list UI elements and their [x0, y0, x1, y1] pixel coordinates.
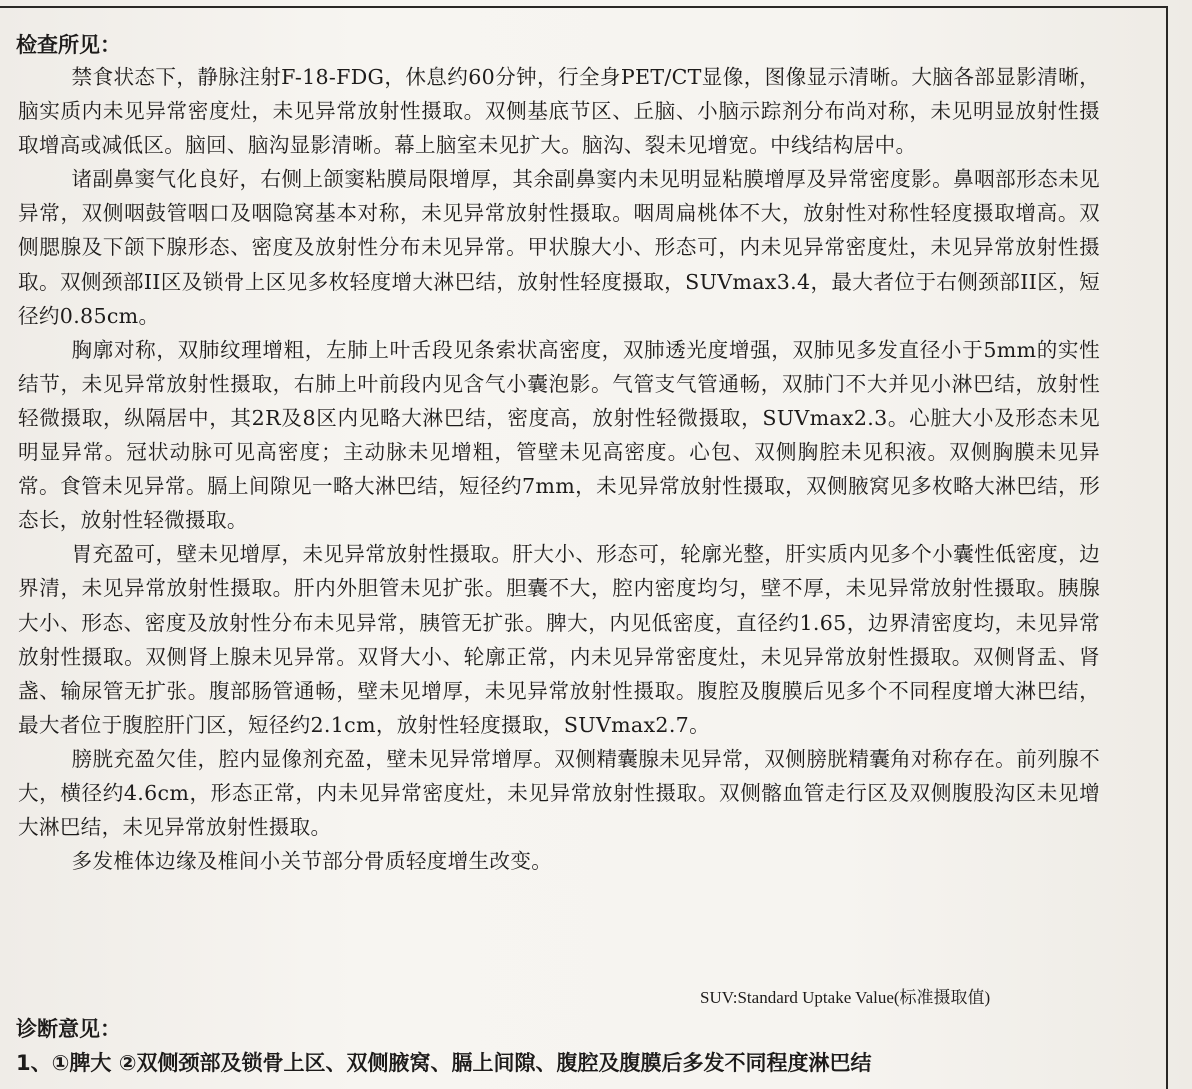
findings-paragraph-chest: 胸廓对称，双肺纹理增粗，左肺上叶舌段见条索状高密度，双肺透光度增强，双肺见多发直径小于5mm的实性结节，未见异常放射性摄取，右肺上叶前段内见含气小囊泡影。气管支气管通畅，双肺门不大并见小淋巴结，放射性轻微摄取，纵隔居中，其2R及8区内见略大淋巴结，密度高，放射性轻微摄取，SUVmax2.3。心脏大小及形态未见明显异常。冠状动脉可见高密度；主动脉未见增粗，管壁未见高密度。心包、双侧胸腔未见积液。双侧胸膜未见异常。食管未见异常。膈上间隙见一略大淋巴结，短径约7mm，未见异常放射性摄取，双侧腋窝见多枚略大淋巴结，形态长，放射性轻微摄取。 [18, 337, 1100, 533]
findings-paragraph-brain: 禁食状态下，静脉注射F-18-FDG，休息约60分钟，行全身PET/CT显像，图像显示清晰。大脑各部显影清晰，脑实质内未见异常密度灶，未见异常放射性摄取。双侧基底节区、丘脑、小脑示踪剂分布尚对称，未见明显放射性摄取增高或减低区。脑回、脑沟显影清晰。幕上脑室未见扩大。脑沟、裂未见增宽。中线结构居中。 [18, 65, 1100, 158]
diagnosis-item-1: 1、①脾大 ②双侧颈部及锁骨上区、双侧腋窝、膈上间隙、腹腔及腹膜后多发不同程度淋巴结 [16, 1051, 872, 1075]
findings-paragraph-head-neck: 诸副鼻窦气化良好，右侧上颌窦粘膜局限增厚，其余副鼻窦内未见明显粘膜增厚及异常密度影。鼻咽部形态未见异常，双侧咽鼓管咽口及咽隐窝基本对称，未见异常放射性摄取。咽周扁桃体不大，放射性对称性轻度摄取增高。双侧腮腺及下颌下腺形态、密度及放射性分布未见异常。甲状腺大小、形态可，内未见异常密度灶，未见异常放射性摄取。双侧颈部II区及锁骨上区见多枚轻度增大淋巴结，放射性轻度摄取，SUVmax3.4，最大者位于右侧颈部II区，短径约0.85cm。 [18, 167, 1100, 328]
findings-body [18, 60, 1100, 878]
findings-paragraph-abdomen: 胃充盈可，壁未见增厚，未见异常放射性摄取。肝大小、形态可，轮廓光整，肝实质内见多个小囊性低密度，边界清，未见异常放射性摄取。肝内外胆管未见扩张。胆囊不大，腔内密度均匀，壁不厚，未见异常放射性摄取。胰腺大小、形态、密度及放射性分布未见异常，胰管无扩张。脾大，内见低密度，直径约1.65，边界清密度均，未见异常放射性摄取。双侧肾上腺未见异常。双肾大小、轮廓正常，内未见异常密度灶，未见异常放射性摄取。双侧肾盂、肾盏、输尿管无扩张。腹部肠管通畅，壁未见增厚，未见异常放射性摄取。腹腔及腹膜后见多个不同程度增大淋巴结，最大者位于腹腔肝门区，短径约2.1cm，放射性轻度摄取，SUVmax2.7。 [18, 542, 1100, 737]
findings-paragraph-bone: 多发椎体边缘及椎间小关节部分骨质轻度增生改变。 [71, 849, 553, 874]
diagnosis-heading: 诊断意见： [16, 1017, 121, 1041]
right-border-line [1166, 6, 1168, 1089]
top-border-line [0, 6, 1168, 8]
findings-heading: 检查所见： [16, 33, 121, 57]
findings-paragraph-pelvis: 膀胱充盈欠佳，腔内显像剂充盈，壁未见异常增厚。双侧精囊腺未见异常，双侧膀胱精囊角对称存在。前列腺不大，横径约4.6cm，形态正常，内未见异常密度灶，未见异常放射性摄取。双侧髂血管走行区及双侧腹股沟区未见增大淋巴结，未见异常放射性摄取。 [18, 746, 1100, 840]
suv-footnote: SUV:Standard Uptake Value(标准摄取值) [700, 988, 991, 1007]
